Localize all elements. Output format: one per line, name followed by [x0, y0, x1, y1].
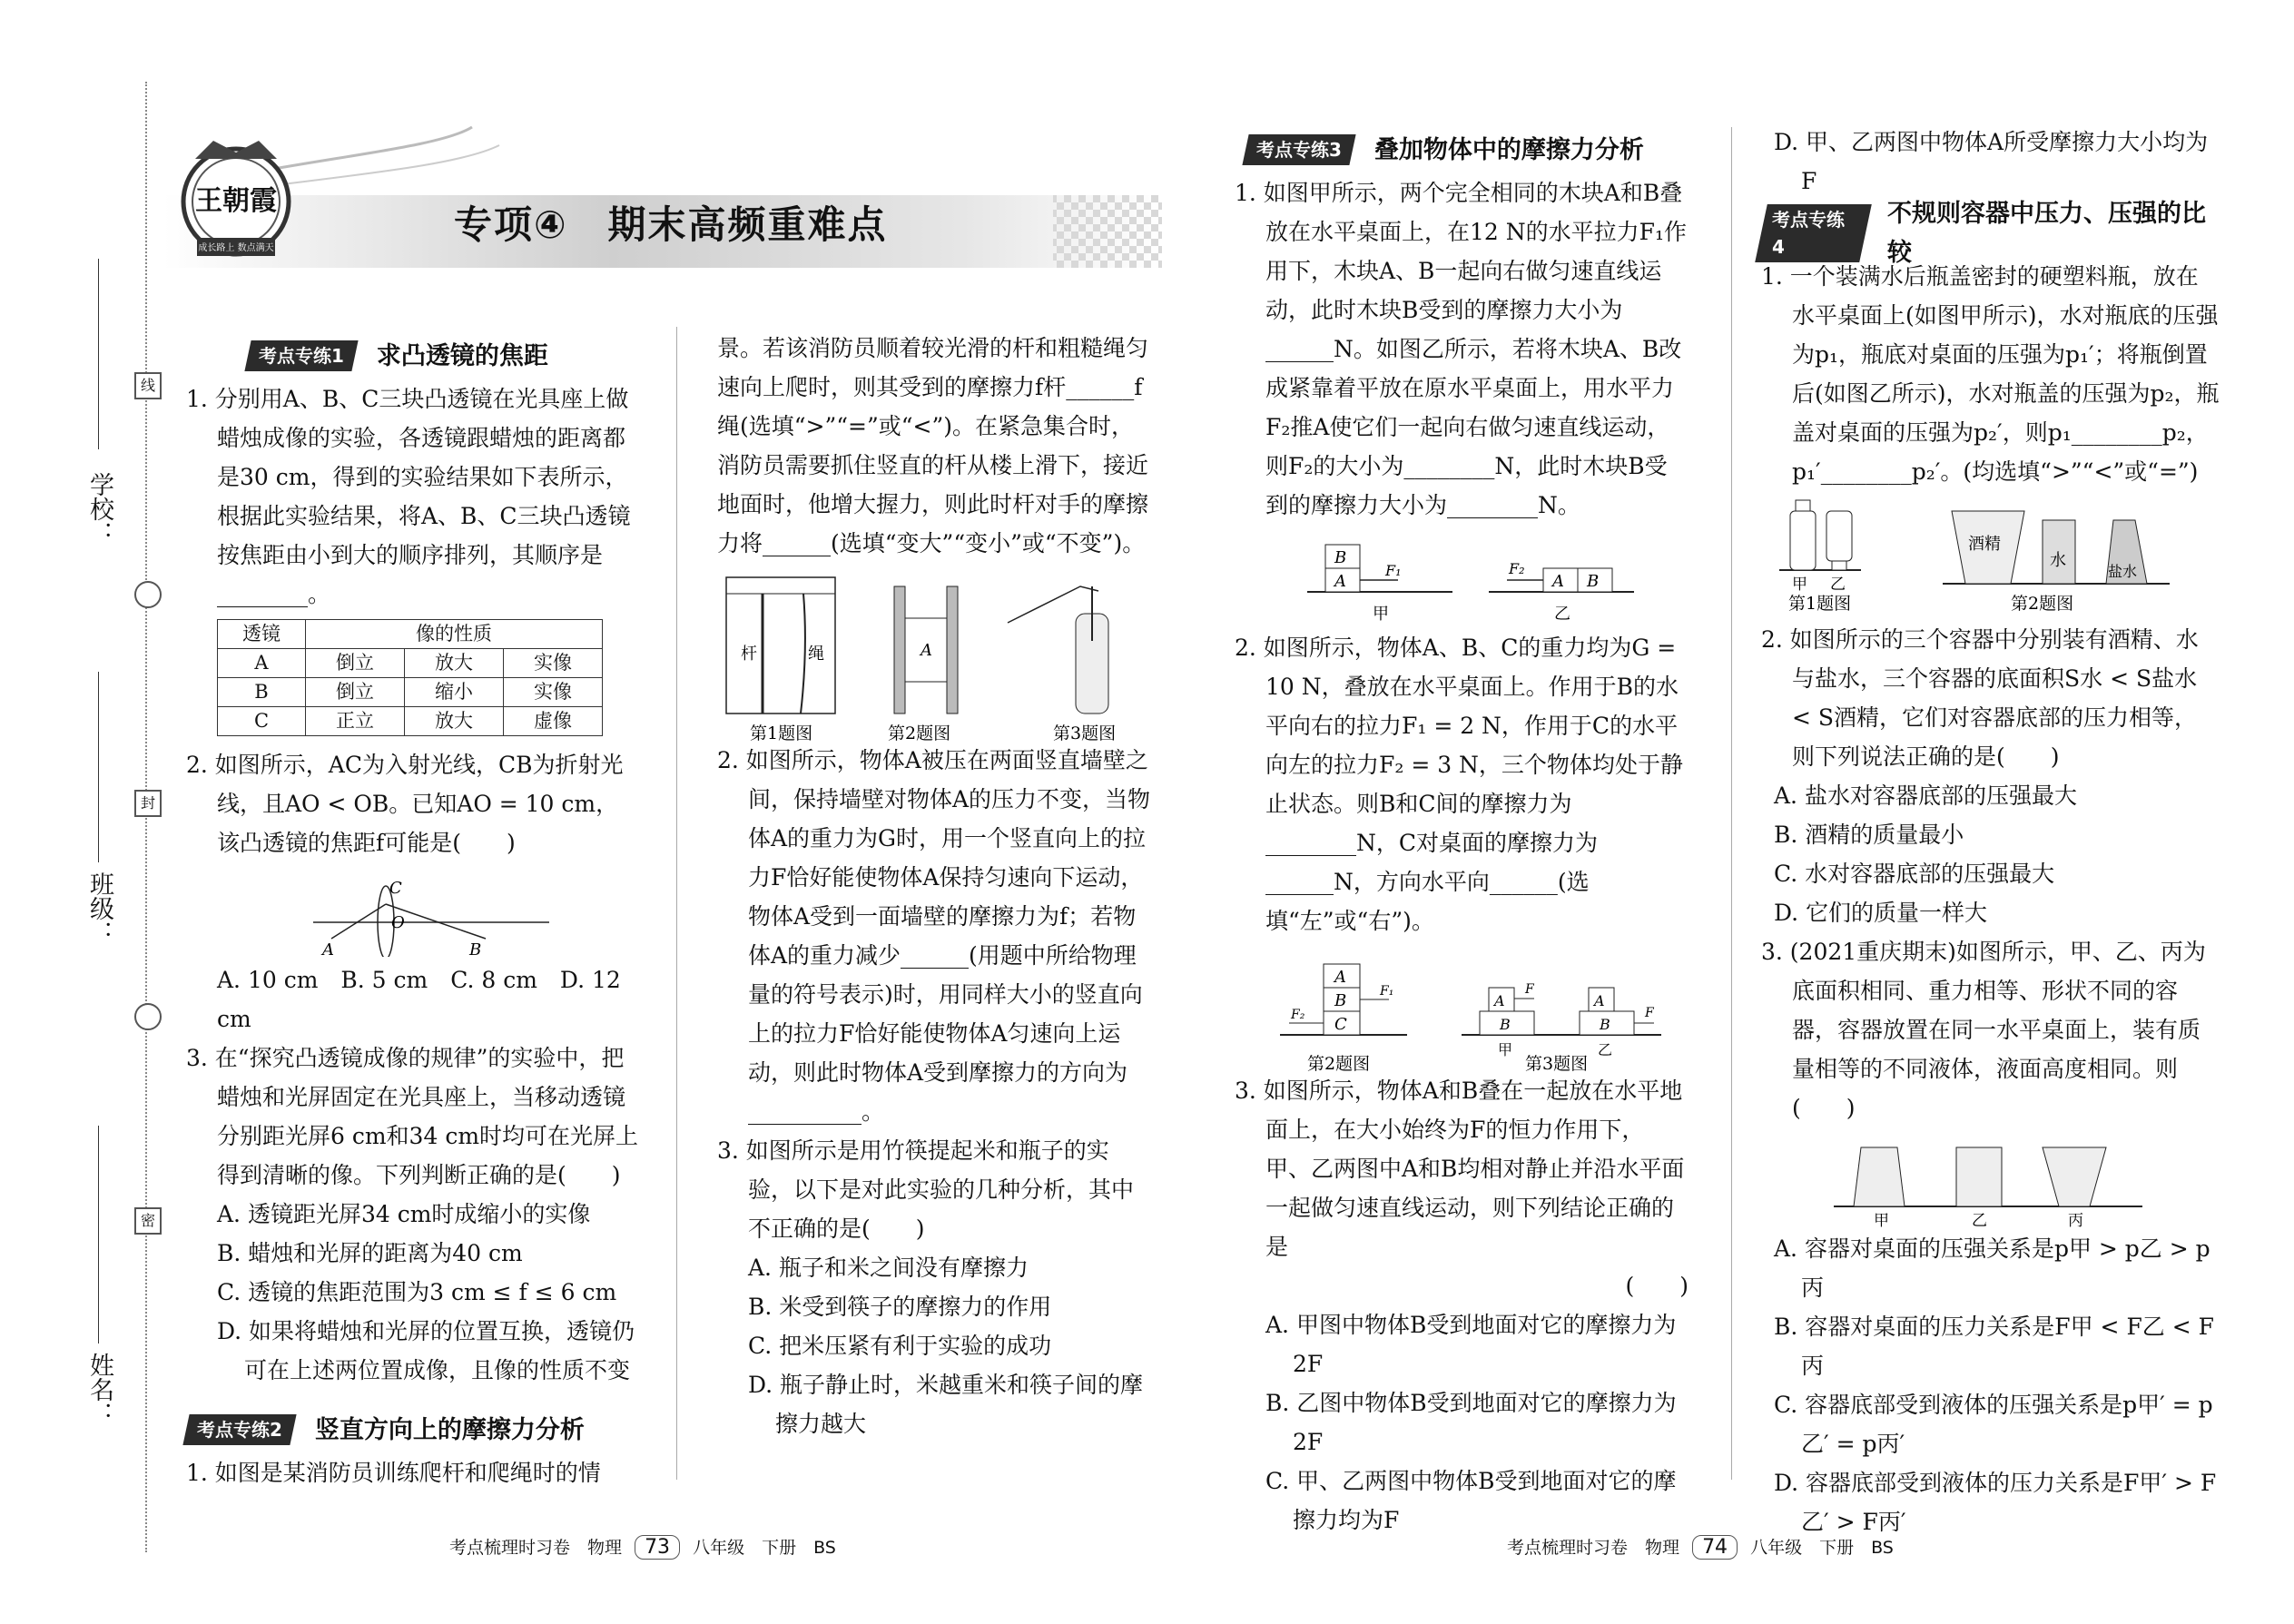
label-a: A [322, 940, 334, 957]
label-b2: B [1500, 1016, 1511, 1033]
label-shui: 水 [2050, 551, 2066, 570]
table-cell: 虚像 [504, 707, 603, 736]
binding-ornament-1 [134, 581, 162, 608]
s3-q3-option-c: C. 甲、乙两图中物体B受到地面对它的摩擦力均为F [1265, 1468, 1677, 1533]
label-a: A [1334, 968, 1346, 987]
topic-1-title: 求凸透镜的焦距 [376, 341, 548, 370]
s4-question-2: 2. 如图所示的三个容器中分别装有酒精、水与盐水，三个容器的底面积S水 < S盐水 < S酒精，它们对容器底部的压力相等，则下列说法正确的是( ) [1761, 626, 2199, 770]
label-jia: 甲 [1373, 605, 1389, 624]
s3-q2q3-figure [1235, 944, 1689, 1071]
name-line [98, 1126, 99, 1343]
s2-question-1-cont: 景。若该消防员顺着较光滑的杆和粗糙绳匀速向上爬时，则其受到的摩擦力f杆______f绳(选填“>”“=”或“<”)。在紧急集合时，消防员需要抓住竖直的杆从楼上滑下，接近地面时，他增大握力，则此时杆对手的摩擦力将______(选填“变大”“变小”或“不变”)。 [717, 335, 1149, 556]
s4-question-1: 1. 一个装满水后瓶盖密封的硬塑料瓶，放在水平桌面上(如图甲所示)，水对瓶底的压强为p₁，瓶底对桌面的压强为p₁′；将瓶倒置后(如图乙所示)，水对瓶盖的压强为p₂，瓶盖对桌面的压强为p₂′，则p₁________p₂，p₁′________p₂′。(均选填“>”“<”或“=”) [1761, 263, 2220, 485]
table-cell: 倒立 [306, 678, 405, 707]
s2-question-2: 2. 如图所示，物体A被压在两面竖直墙壁之间，保持墙壁对物体A的压力不变，当物体A的重力为G时，用一个竖直向上的拉力F恰好能使物体A保持匀速向下运动，物体A受到一面墙壁的摩擦力为f；若物体A的重力减少______(用题中所给物理量的符号表示)时，用同样大小的竖直向上的拉力F恰好能使物体A匀速向上运动，则此时物体A受到摩擦力的方向为__________。 [717, 747, 1151, 1125]
label-b3: B [1600, 1016, 1610, 1033]
label-f-jia: F [1525, 982, 1534, 997]
column-4 [1761, 123, 2220, 1541]
footer-left-pre: 考点梳理时习卷 物理 [449, 1538, 623, 1558]
binding-mark-3: 密 [134, 1207, 162, 1235]
label-yi: 乙 [1598, 1041, 1613, 1058]
table-header-image: 像的性质 [306, 620, 603, 649]
table-row [218, 678, 603, 707]
s1-q3-option-b: B. 蜡烛和光屏的距离为40 cm [217, 1240, 523, 1266]
footer-left [449, 1534, 836, 1560]
s2-question-1-start: 1. 如图是某消防员训练爬杆和爬绳时的情 [186, 1460, 601, 1486]
label-gan: 杆 [741, 645, 757, 664]
table-row [218, 649, 603, 678]
s4-q3-option-d: D. 容器底部受到液体的压力关系是F甲′ > F乙′ > F丙′ [1774, 1470, 2217, 1535]
caption-fig-1: 第1题图 [1788, 594, 1852, 614]
binding-mark-2: 封 [134, 790, 162, 817]
label-c: C [1334, 1015, 1347, 1034]
s3-q3-answer-paren: ( ) [1625, 1273, 1689, 1299]
s1-q3-option-d: D. 如果将蜡烛和光屏的位置互换，透镜仍可在上述两位置成像，且像的性质不变 [217, 1318, 635, 1383]
caption-fig-3: 第3题图 [1525, 1054, 1589, 1071]
table-cell: 缩小 [405, 678, 504, 707]
label-yi: 乙 [1972, 1212, 1987, 1229]
s2-q3-option-a: A. 瓶子和米之间没有摩擦力 [748, 1255, 1029, 1281]
s1-question-3: 3. 在“探究凸透镜成像的规律”的实验中，把蜡烛和光屏固定在光具座上，当移动透镜分别距光屏6 cm和34 cm时均可在光屏上得到清晰的像。下列判断正确的是( ) [186, 1045, 639, 1188]
s1-q3-option-c: C. 透镜的焦距范围为3 cm ≤ f ≤ 6 cm [217, 1279, 617, 1305]
table-cell: 正立 [306, 707, 405, 736]
s1-q3-option-a: A. 透镜距光屏34 cm时成缩小的实像 [217, 1201, 591, 1227]
table-cell: A [218, 649, 306, 678]
column-divider-left [676, 327, 677, 1480]
s3-q3-option-d: D. 甲、乙两图中物体A所受摩擦力大小均为F [1774, 129, 2209, 194]
name-label: 姓名： [85, 1353, 113, 1426]
caption-fig-2: 第2题图 [2011, 594, 2074, 614]
s2-question-3: 3. 如图所示是用竹筷提起米和瓶子的实验，以下是对此实验的几种分析，其中不正确的是( ) [717, 1137, 1135, 1242]
topic-3-title: 叠加物体中的摩擦力分析 [1373, 135, 1644, 164]
s1-q2-options: A. 10 cm B. 5 cm C. 8 cm D. 12 cm [217, 967, 621, 1032]
s4-q2-option-c: C. 水对容器底部的压强最大 [1774, 861, 2055, 887]
label-yi: 乙 [1554, 605, 1570, 624]
s3-question-1: 1. 如图甲所示，两个完全相同的木块A和B叠放在水平桌面上，在12 N的水平拉力F₁作用下，木块A、B一起向右做匀速直线运动，此时木块B受到的摩擦力大小为______N。如图乙所示，若将木块A、B改成紧靠着平放在原水平桌面上，用水平力F₂推A使它们一起向右做匀速直线运动，则F₂的大小为________N，此时木块B受到的摩擦力大小为________N。 [1235, 180, 1688, 518]
label-b2: B [1587, 572, 1600, 591]
label-a3: A [1594, 992, 1605, 1009]
topic-2-header [186, 1410, 640, 1450]
column-2 [717, 329, 1153, 1443]
table-cell: 放大 [405, 649, 504, 678]
column-1 [186, 329, 640, 1492]
table-cell: 放大 [405, 707, 504, 736]
topic-2-tag: 考点专练2 [182, 1414, 296, 1445]
label-f1: F₁ [1385, 562, 1402, 579]
s4-q2-option-d: D. 它们的质量一样大 [1774, 900, 1988, 926]
lens-refraction-figure [186, 866, 640, 957]
class-label: 班级： [85, 871, 113, 945]
label-f-yi: F [1645, 1006, 1654, 1020]
label-yanshui: 盐水 [2108, 563, 2138, 580]
label-jiujing: 酒精 [1968, 535, 2001, 554]
s2-q3-option-b: B. 米受到筷子的摩擦力的作用 [748, 1294, 1052, 1320]
s3-q3-option-b: B. 乙图中物体B受到地面对它的摩擦力为2F [1265, 1390, 1677, 1455]
topic-4-header [1761, 200, 2220, 267]
label-f2: F₂ [1509, 560, 1525, 577]
lens-table [217, 619, 603, 736]
table-row [218, 707, 603, 736]
s4-q3-option-a: A. 容器对桌面的压强关系是p甲 > p乙 > p丙 [1774, 1235, 2210, 1301]
label-bing: 丙 [2068, 1212, 2083, 1229]
s4-question-3: 3. (2021重庆期末)如图所示，甲、乙、丙为底面积相同、重力相等、形状不同的容器，容器放置在同一水平桌面上，装有质量相等的不同液体，液面高度相同。则( ) [1761, 939, 2206, 1121]
footer-right-post: 八年级 下册 BS [1750, 1538, 1894, 1558]
table-cell: 倒立 [306, 649, 405, 678]
s3-q3-option-a: A. 甲图中物体B受到地面对它的摩擦力为2F [1265, 1312, 1677, 1377]
caption-fig-3: 第3题图 [1053, 723, 1117, 741]
topic-4-title: 不规则容器中压力、压强的比较 [1886, 200, 2206, 267]
label-jia: 甲 [1874, 1212, 1889, 1229]
label-b: B [469, 940, 482, 957]
label-f1: F₁ [1380, 984, 1394, 999]
label-yi: 乙 [1830, 576, 1846, 594]
table-cell: 实像 [504, 649, 603, 678]
label-a: A [1334, 572, 1346, 591]
caption-fig-2: 第2题图 [1307, 1054, 1371, 1071]
column-divider-right [1731, 127, 1732, 1480]
logo-text: 王朝霞 [195, 185, 277, 217]
binding-mark-1: 线 [134, 372, 162, 399]
page-title: 专项④ 期末高频重难点 [454, 202, 888, 247]
label-jia: 甲 [1792, 576, 1807, 594]
label-o: O [391, 913, 405, 932]
label-a: A [921, 641, 932, 660]
s4-q1q2-figure [1761, 493, 2220, 620]
label-a2: A [1552, 572, 1564, 591]
label-a2: A [1494, 992, 1505, 1009]
label-f2: F₂ [1291, 1008, 1305, 1022]
label-jia: 甲 [1498, 1041, 1513, 1058]
s3-q1-figure [1235, 528, 1689, 628]
s2-q3-option-c: C. 把米压紧有利于实验的成功 [748, 1333, 1052, 1359]
s1-question-2: 2. 如图所示，AC为入射光线，CB为折射光线，且AO < OB。已知AO = 10 cm，该凸透镜的焦距f可能是( ) [186, 752, 624, 856]
binding-line [145, 82, 147, 1552]
topic-1-tag: 考点专练1 [244, 340, 358, 371]
s2-q3-option-d: D. 瓶子静止时，米越重米和筷子间的摩擦力越大 [748, 1372, 1144, 1437]
topic-3-header [1245, 130, 1689, 170]
footer-right [1507, 1534, 1894, 1560]
s4-q3-option-c: C. 容器底部受到液体的压强关系是p甲′ = p乙′ = p丙′ [1774, 1392, 2213, 1457]
topic-4-tag: 考点专练4 [1755, 204, 1872, 262]
label-b: B [1334, 991, 1347, 1010]
logo-motto: 成长路上 数点满天 [198, 243, 274, 253]
caption-fig-2: 第2题图 [888, 723, 951, 741]
footer-right-pre: 考点梳理时习卷 物理 [1507, 1538, 1680, 1558]
s2-figures [717, 568, 1153, 741]
table-cell: 实像 [504, 678, 603, 707]
topic-2-title: 竖直方向上的摩擦力分析 [314, 1415, 585, 1444]
column-3 [1235, 123, 1689, 1540]
school-line [98, 259, 99, 449]
s4-q3-option-b: B. 容器对桌面的压力关系是F甲 < F乙 < F丙 [1774, 1314, 2214, 1379]
binding-ornament-2 [134, 1003, 162, 1030]
s4-q2-option-b: B. 酒精的质量最小 [1774, 822, 1964, 848]
topic-1-header [248, 336, 640, 376]
topic-3-tag: 考点专练3 [1242, 134, 1355, 165]
table-cell: C [218, 707, 306, 736]
page-number-left: 73 [635, 1535, 680, 1560]
s4-q3-figure [1761, 1129, 2220, 1229]
table-cell: B [218, 678, 306, 707]
s3-question-3: 3. 如图所示，物体A和B叠在一起放在水平地面上，在大小始终为F的恒力作用下，甲、乙两图中A和B均相对静止并沿水平面一起做匀速直线运动，则下列结论正确的是 [1235, 1078, 1685, 1260]
label-sheng: 绳 [808, 645, 824, 664]
class-line [98, 672, 99, 862]
caption-fig-1: 第1题图 [750, 723, 813, 741]
footer-left-post: 八年级 下册 BS [693, 1538, 836, 1558]
s1-question-1: 1. 分别用A、B、C三块凸透镜在光具座上做蜡烛成像的实验，各透镜跟蜡烛的距离都是30 cm，得到的实验结果如下表所示，根据此实验结果，将A、B、C三块凸透镜按焦距由小到大的顺序排列，其顺序是________。 [186, 386, 631, 607]
label-b: B [1334, 548, 1347, 567]
table-header-lens: 透镜 [218, 620, 306, 649]
label-c: C [389, 879, 402, 898]
school-label: 学校： [85, 472, 113, 546]
s3-question-2: 2. 如图所示，物体A、B、C的重力均为G = 10 N，叠放在水平桌面上。作用于B的水平向右的拉力F₁ = 2 N，作用于C的水平向左的拉力F₂ = 3 N，三个物体均处于静止状态。则B和C间的摩擦力为________N，C对桌面的摩擦力为______N，方向水平向______(选填“左”或“右”)。 [1235, 635, 1683, 934]
s4-q2-option-a: A. 盐水对容器底部的压强最大 [1774, 782, 2077, 809]
page-number-right: 74 [1692, 1535, 1738, 1560]
